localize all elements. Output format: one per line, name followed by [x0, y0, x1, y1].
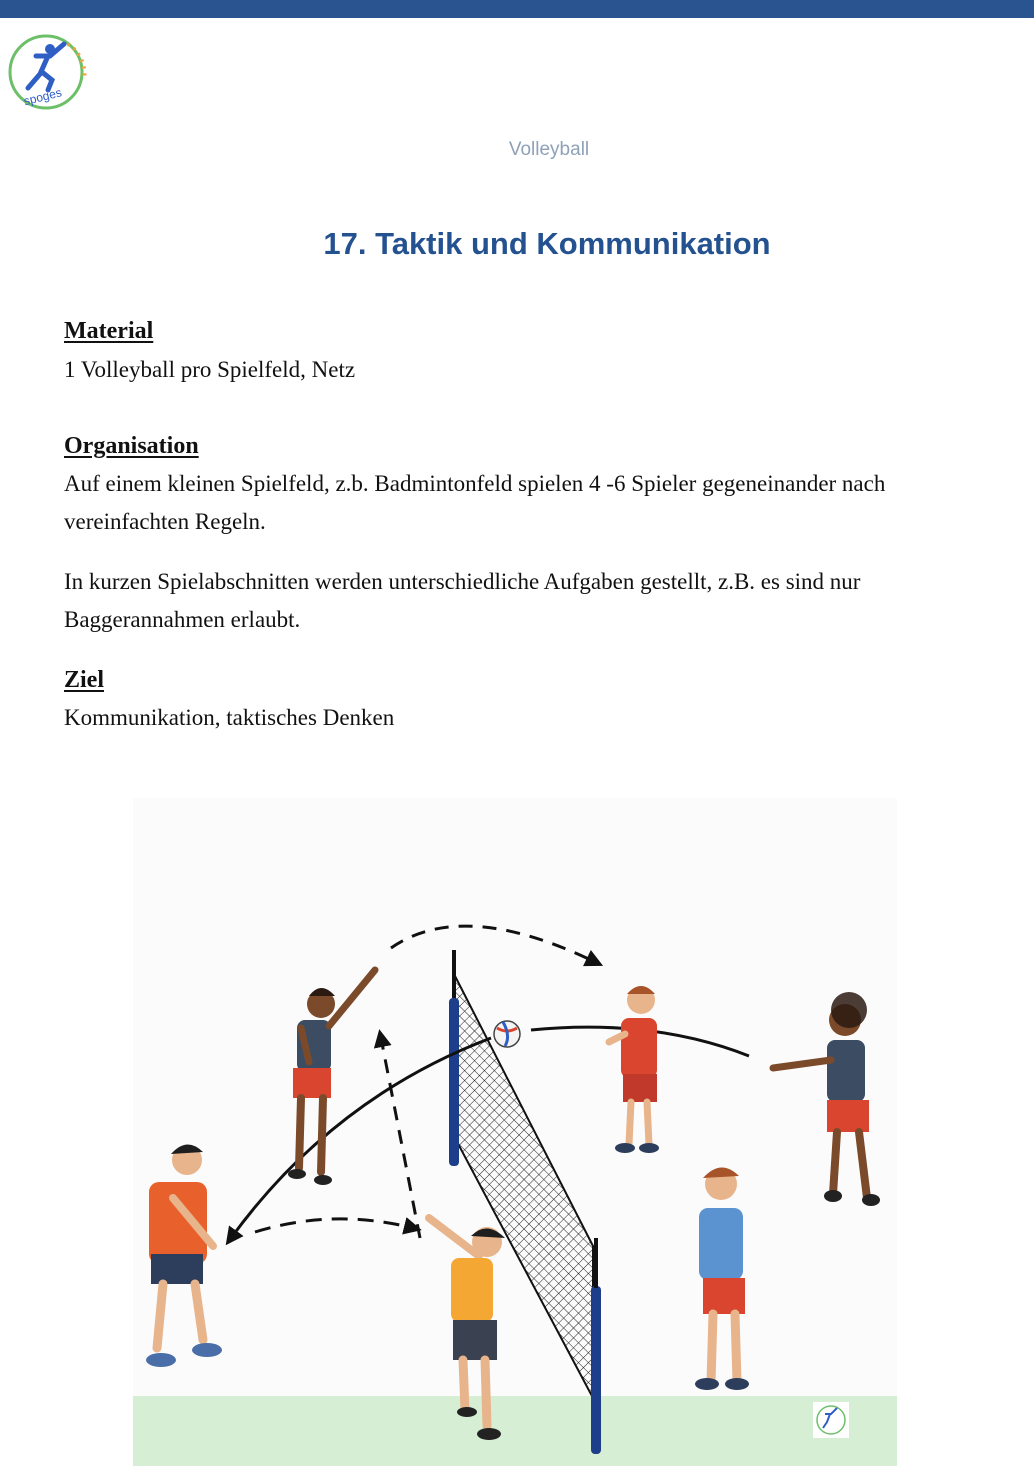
- organisation-text-2: In kurzen Spielabschnitten werden unterschiedliche Aufgaben gestellt, z.B. es sind nur Baggerannahmen erlaubt.: [64, 569, 861, 632]
- ground: [133, 1396, 897, 1466]
- material-text: 1 Volleyball pro Spielfeld, Netz: [64, 357, 356, 382]
- spoges-small-logo: [813, 1402, 849, 1438]
- logo-text: spoges: [22, 85, 64, 109]
- volleyball-icon: [494, 1021, 520, 1047]
- ziel-heading: Ziel: [64, 667, 104, 693]
- volleyball-players-illustration: [133, 798, 897, 1466]
- top-bar: [0, 0, 1034, 18]
- page-title: 17. Taktik und Kommunikation: [323, 226, 771, 261]
- organisation-text-1: Auf einem kleinen Spielfeld, z.b. Badmintonfeld spielen 4 -6 Spieler gegeneinander nach vereinfachten Regeln.: [64, 471, 886, 534]
- ziel-text: Kommunikation, taktisches Denken: [64, 705, 395, 730]
- organisation-heading: Organisation: [64, 433, 199, 459]
- subject-label: Volleyball: [508, 139, 590, 160]
- spoges-logo: [6, 32, 90, 112]
- material-heading: Material: [64, 318, 154, 344]
